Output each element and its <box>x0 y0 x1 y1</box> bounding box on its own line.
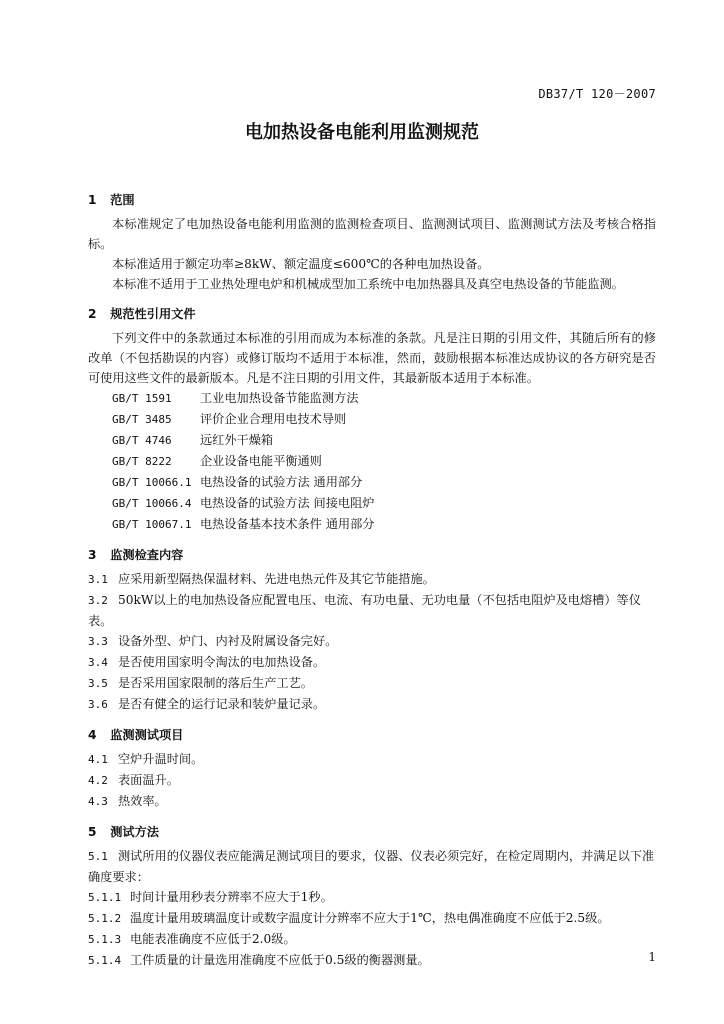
clause-number: 5.1.3 <box>88 933 122 946</box>
clause-text: 50kW以上的电加热设备应配置电压、电流、有功电量、无功电量（不包括电阻炉及电熔槽）等仪表。 <box>88 593 641 628</box>
reference-item <box>112 514 656 535</box>
reference-title: 企业设备电能平衡通则 <box>200 454 322 468</box>
clause-text: 是否有健全的运行记录和装炉量记录。 <box>118 697 326 711</box>
reference-item <box>112 430 656 451</box>
clause <box>88 791 656 812</box>
section-number: 5 <box>88 825 97 839</box>
paragraph: 本标准规定了电加热设备电能利用监测的监测检查项目、监测测试项目、监测测试方法及考核合格指标。 <box>88 217 656 251</box>
reference-title: 评价企业合理用电技术导则 <box>200 412 347 426</box>
section-number: 1 <box>88 193 97 207</box>
paragraph: 本标准适用于额定功率≥8kW、额定温度≤600℃的各种电加热设备。 <box>112 257 490 271</box>
reference-code: GB/T 3485 <box>112 413 172 426</box>
document-title: 电加热设备电能利用监测规范 <box>245 122 479 143</box>
clause <box>88 694 656 715</box>
clause-number: 3.5 <box>88 677 108 690</box>
clause-number: 5.1.1 <box>88 891 122 904</box>
clause <box>88 770 656 791</box>
clause-number: 3.4 <box>88 656 108 669</box>
clause-number: 4.1 <box>88 753 108 766</box>
section-title: 测试方法 <box>110 825 159 839</box>
section-title: 监测检查内容 <box>110 548 184 562</box>
section-2-heading <box>88 304 656 324</box>
reference-title: 电热设备的试验方法 间接电阻炉 <box>200 496 375 510</box>
reference-item <box>112 472 656 493</box>
clause-text: 是否采用国家限制的落后生产工艺。 <box>118 676 313 690</box>
reference-code: GB/T 4746 <box>112 434 172 447</box>
document-body <box>88 180 656 971</box>
reference-title: 电热设备基本技术条件 通用部分 <box>200 517 375 531</box>
clause-number: 4.2 <box>88 774 108 787</box>
reference-item <box>112 388 656 409</box>
reference-code: GB/T 10067.1 <box>112 518 192 531</box>
clause-text: 测试所用的仪器仪表应能满足测试项目的要求，仪器、仪表必须完好，在检定周期内，并满足以下准确度要求： <box>88 849 655 884</box>
reference-title: 电热设备的试验方法 通用部分 <box>200 475 363 489</box>
reference-code: GB/T 1591 <box>112 392 172 405</box>
clause-number: 4.3 <box>88 795 108 808</box>
clause <box>88 673 656 694</box>
clause-number: 3.6 <box>88 698 108 711</box>
clause-text: 工件质量的计量选用准确度不应低于0.5级的衡器测量。 <box>130 953 430 967</box>
section-3-heading <box>88 545 656 565</box>
clause <box>88 631 656 652</box>
subclause <box>88 908 656 929</box>
clause-number: 5.1.2 <box>88 912 122 925</box>
section-title: 规范性引用文件 <box>110 307 196 321</box>
section-5-heading <box>88 822 656 842</box>
clause <box>88 846 656 887</box>
reference-title: 远红外干燥箱 <box>200 433 274 447</box>
clause-number: 3.3 <box>88 635 108 648</box>
section-title: 监测测试项目 <box>110 728 184 742</box>
clause-text: 是否使用国家明令淘汰的电加热设备。 <box>118 655 326 669</box>
reference-item <box>112 493 656 514</box>
clause-number: 3.1 <box>88 573 108 586</box>
reference-code: GB/T 10066.4 <box>112 497 192 510</box>
section-4-heading <box>88 725 656 745</box>
clause-text: 设备外型、炉门、内衬及附属设备完好。 <box>118 634 338 648</box>
section-number: 4 <box>88 728 97 742</box>
standard-code: DB37/T 120－2007 <box>538 87 656 101</box>
subclause <box>88 887 656 908</box>
section-1-heading <box>88 190 656 210</box>
clause-text: 温度计量用玻璃温度计或数字温度计分辨率不应大于1℃，热电偶准确度不应低于2.5级。 <box>130 911 610 925</box>
clause-text: 电能表准确度不应低于2.0级。 <box>130 932 296 946</box>
section-number: 2 <box>88 307 97 321</box>
reference-code: GB/T 8222 <box>112 455 172 468</box>
subclause <box>88 929 656 950</box>
clause-number: 5.1.4 <box>88 954 122 967</box>
clause <box>88 749 656 770</box>
page-number: 1 <box>648 950 656 964</box>
section-title: 范围 <box>110 193 135 207</box>
reference-item <box>112 409 656 430</box>
clause-text: 时间计量用秒表分辨率不应大于1秒。 <box>130 890 333 904</box>
clause <box>88 652 656 673</box>
reference-item <box>112 451 656 472</box>
reference-title: 工业电加热设备节能监测方法 <box>200 391 359 405</box>
clause-text: 空炉升温时间。 <box>118 752 204 766</box>
clause-number: 3.2 <box>88 594 108 607</box>
reference-code: GB/T 10066.1 <box>112 476 192 489</box>
clause <box>88 569 656 590</box>
clause-text: 热效率。 <box>118 794 167 808</box>
subclause <box>88 950 656 971</box>
section-number: 3 <box>88 548 97 562</box>
clause <box>88 590 656 631</box>
clause-text: 应采用新型隔热保温材料、先进电热元件及其它节能措施。 <box>118 572 435 586</box>
paragraph: 下列文件中的条款通过本标准的引用而成为本标准的条款。凡是注日期的引用文件，其随后所有的修改单（不包括勘误的内容）或修订版均不适用于本标准，然而，鼓励根据本标准达成协议的各方研究是否可使用这些文件的最新版本。凡是不注日期的引用文件，其最新版本适用于本标准。 <box>88 331 656 385</box>
clause-text: 表面温升。 <box>118 773 179 787</box>
clause-number: 5.1 <box>88 850 108 863</box>
paragraph: 本标准不适用于工业热处理电炉和机械成型加工系统中电加热器具及真空电热设备的节能监测。 <box>112 277 624 291</box>
